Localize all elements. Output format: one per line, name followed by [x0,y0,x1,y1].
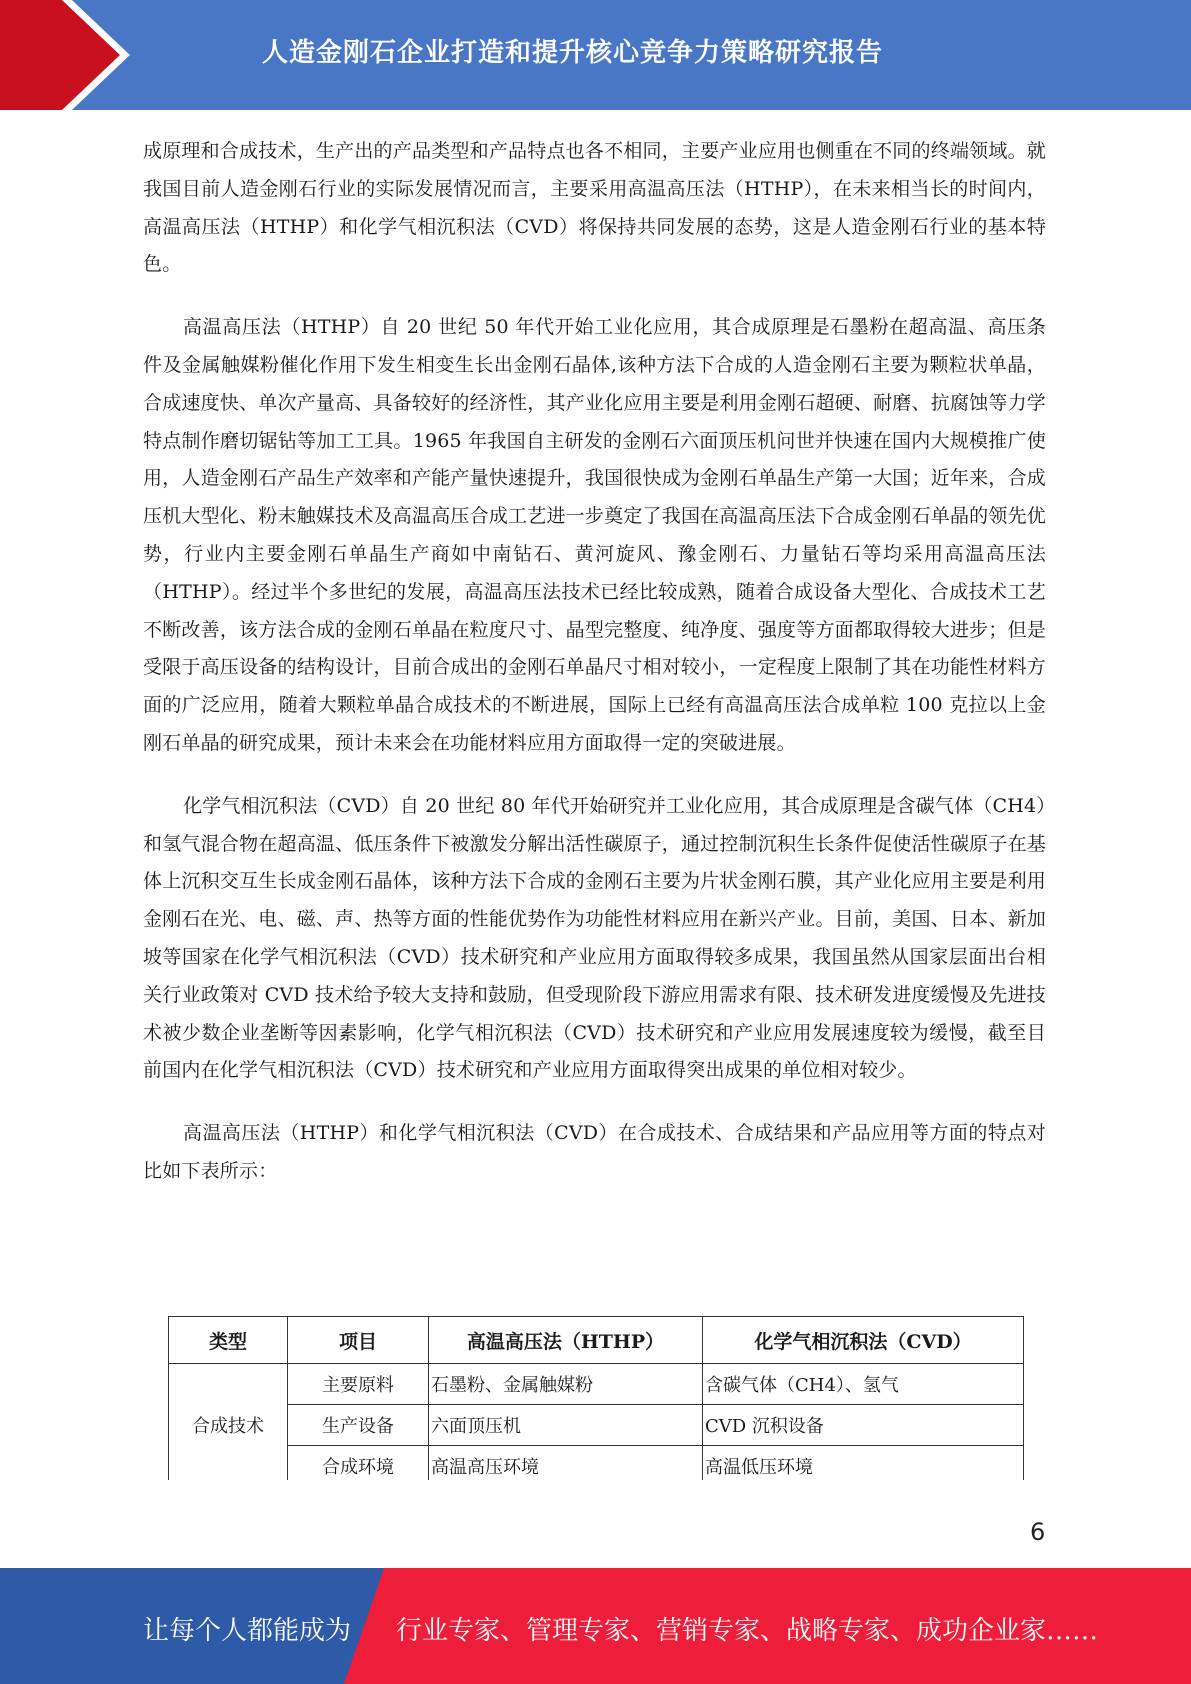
table-group-cell: 合成技术 [169,1364,288,1487]
table-cell: 六面顶压机 [429,1405,703,1446]
page-footer [0,1568,1191,1684]
table-cell: 生产设备 [288,1405,429,1446]
table-header-row [169,1317,1024,1364]
table-header: 类型 [169,1317,288,1364]
paragraph: 高温高压法（HTHP）和化学气相沉积法（CVD）在合成技术、合成结果和产品应用等方面的特点对比如下表所示： [143,1122,1046,1182]
table-cell: 主要原料 [288,1364,429,1405]
page-header [0,0,1191,110]
table-cell: 高温高压环境 [429,1446,703,1487]
footer-slogan-right: 行业专家、管理专家、营销专家、战略专家、成功企业家…… [396,1616,1099,1646]
table-cell: CVD 沉积设备 [703,1405,1024,1446]
paragraph: 化学气相沉积法（CVD）自 20 世纪 80 年代开始研究并工业化应用，其合成原理是含碳气体（CH4）和氢气混合物在超高温、低压条件下被激发分解出活性碳原子，通过控制沉积生长条件促使活性碳原子在基体上沉积交互生长成金刚石晶体，该种方法下合成的金刚石主要为片状金刚石膜，其产业化应用主要是利用金刚石在光、电、磁、声、热等方面的性能优势作为功能性材料应用在新兴产业。目前，美国、日本、新加坡等国家在化学气相沉积法（CVD）技术研究和产业应用方面取得较多成果，我国虽然从国家层面出台相关行业政策对 CVD 技术给予较大支持和鼓励，但受现阶段下游应用需求有限、技术研发进度缓慢及先进技术被少数企业垄断等因素影响，化学气相沉积法（CVD）技术研究和产业应用发展速度较为缓慢，截至目前国内在化学气相沉积法（CVD）技术研究和产业应用方面取得突出成果的单位相对较少。 [143,794,1046,1082]
table-header: 高温高压法（HTHP） [429,1317,703,1364]
paragraph: 成原理和合成技术，生产出的产品类型和产品特点也各不相同，主要产业应用也侧重在不同的终端领域。就我国目前人造金刚石行业的实际发展情况而言，主要采用高温高压法（HTHP），在未来相当长的时间内，高温高压法（HTHP）和化学气相沉积法（CVD）将保持共同发展的态势，这是人造金刚石行业的基本特色。 [143,140,1046,276]
table-cell: 含碳气体（CH4）、氢气 [703,1364,1024,1405]
page-number: 6 [1030,1518,1046,1546]
table-cell: 合成环境 [288,1446,429,1487]
comparison-table [168,1316,1024,1487]
table-cell: 石墨粉、金属触媒粉 [429,1364,703,1405]
paragraph: 高温高压法（HTHP）自 20 世纪 50 年代开始工业化应用，其合成原理是石墨粉在超高温、高压条件及金属触媒粉催化作用下发生相变生长出金刚石晶体,该种方法下合成的人造金刚石主要为颗粒状单晶，合成速度快、单次产量高、具备较好的经济性，其产业化应用主要是利用金刚石超硬、耐磨、抗腐蚀等力学特点制作磨切锯钻等加工工具。1965 年我国自主研发的金刚石六面顶压机问世并快速在国内大规模推广使用，人造金刚石产品生产效率和产能产量快速提升，我国很快成为金刚石单晶生产第一大国；近年来，合成压机大型化、粉末触媒技术及高温高压合成工艺进一步奠定了我国在高温高压法下合成金刚石单晶的领先优势，行业内主要金刚石单晶生产商如中南钻石、黄河旋风、豫金刚石、力量钻石等均采用高温高压法（HTHP）。经过半个多世纪的发展，高温高压法技术已经比较成熟，随着合成设备大型化、合成技术工艺不断改善，该方法合成的金刚石单晶在粒度尺寸、晶型完整度、纯净度、强度等方面都取得较大进步；但是受限于高压设备的结构设计，目前合成出的金刚石单晶尺寸相对较小，一定程度上限制了其在功能性材料方面的广泛应用，随着大颗粒单晶合成技术的不断进展，国际上已经有高温高压法合成单粒 100 克拉以上金刚石单晶的研究成果，预计未来会在功能材料应用方面取得一定的突破进展。 [143,316,1046,754]
table-cell: 高温低压环境 [703,1446,1024,1487]
header-chevron-icon [0,0,160,110]
footer-slogan-left: 让每个人都能成为 [143,1616,352,1646]
table-cutoff [160,1480,1040,1500]
table-row [169,1364,1024,1405]
table-row [169,1405,1024,1446]
table-header: 项目 [288,1317,429,1364]
table-header: 化学气相沉积法（CVD） [703,1317,1024,1364]
report-title: 人造金刚石企业打造和提升核心竞争力策略研究报告 [262,38,884,68]
body-text [143,133,1046,1216]
